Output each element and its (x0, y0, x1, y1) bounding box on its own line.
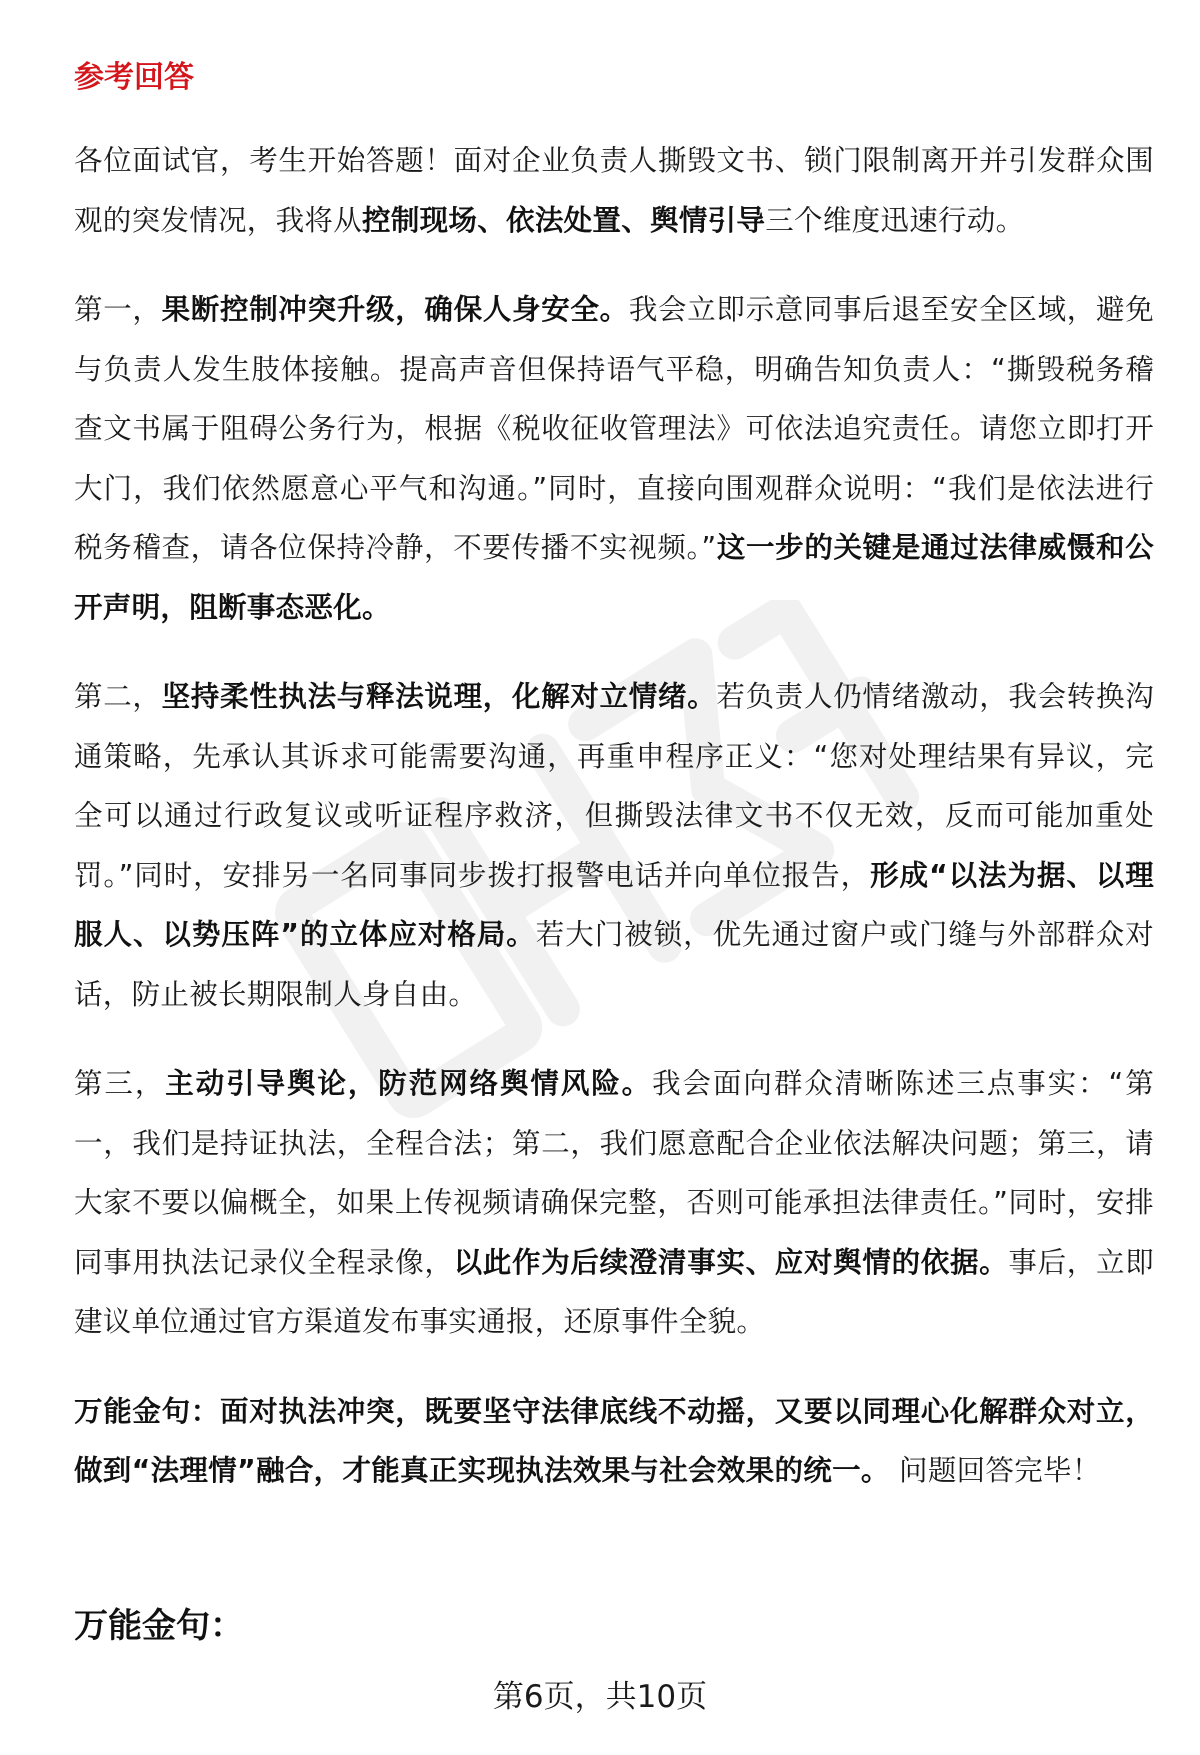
emphasis-text: 以此作为后续澄清事实、应对舆情的依据。 (453, 1245, 1009, 1279)
paragraph-text: 三个维度迅速行动。 (765, 203, 1025, 237)
emphasis-text: 坚持柔性执法与释法说理，化解对立情绪。 (161, 680, 717, 713)
paragraph-text: 第二， (74, 680, 162, 713)
paragraph-text: 若负责人仍情绪激动，我会转换沟通策略，先承认其诉求可能需要沟通，再重申程序正义：“您对处理结果有异议，完全可以通过行政复议或听证程序救济，但撕毁法律文书不仅无效，反而可能加重处罚。”同时，安排另一名同事同步拨打报警电话并向单位报告， (74, 680, 1154, 892)
paragraph-text: 第一， (74, 293, 162, 326)
golden-sentence-heading: 万能金句： (74, 1606, 244, 1646)
emphasis-text: 控制现场、依法处置、舆情引导 (362, 203, 766, 237)
paragraph-text: 问题回答完毕！ (889, 1454, 1101, 1487)
emphasis-text: 果断控制冲突升级，确保人身安全。 (161, 293, 629, 326)
reference-answer-heading: 参考回答 (74, 60, 194, 95)
answer-paragraph (74, 131, 1154, 250)
paragraph-text: 各位面试官，考生开始答题！面对企业负责人撕毁文书、锁门限制离开并引发群众围观的突发情况，我将从 (74, 144, 1154, 237)
emphasis-text: 这一步的关键是通过法律威慑和公开声明，阻断事态恶化。 (74, 531, 1154, 624)
page-number-footer: 第6页，共10页 (492, 1679, 708, 1715)
emphasis-text: 万能金句：面对执法冲突，既要坚守法律底线不动摇，又要以同理心化解群众对立，做到“法理情”融合，才能真正实现执法效果与社会效果的统一。 (74, 1394, 1154, 1487)
paragraph-text: 若大门被锁，优先通过窗户或门缝与外部群众对话，防止被长期限制人身自由。 (74, 918, 1154, 1011)
answer-paragraph (74, 280, 1154, 637)
paragraph-text: 我会立即示意同事后退至安全区域，避免与负责人发生肢体接触。提高声音但保持语气平稳，明确告知负责人：“撕毁税务稽查文书属于阻碍公务行为，根据《税收征收管理法》可依法追究责任。请您立即打开大门，我们依然愿意心平气和沟通。”同时，直接向围观群众说明：“我们是依法进行税务稽查，请各位保持冷静，不要传播不实视频。” (74, 293, 1155, 564)
answer-body (74, 131, 1154, 1531)
answer-paragraph (74, 1382, 1154, 1501)
answer-paragraph (74, 1054, 1154, 1352)
emphasis-text: 主动引导舆论，防范网络舆情风险。 (165, 1067, 653, 1100)
paragraph-text: 第三， (74, 1067, 166, 1100)
paragraph-text: 事后，立即建议单位通过官方渠道发布事实通报，还原事件全貌。 (74, 1245, 1154, 1338)
answer-paragraph (74, 667, 1154, 1024)
emphasis-text: 形成“以法为据、以理服人、以势压阵”的立体应对格局。 (74, 858, 1155, 951)
paragraph-text: 我会面向群众清晰陈述三点事实：“第一，我们是持证执法，全程合法；第二，我们愿意配合企业依法解决问题；第三，请大家不要以偏概全，如果上传视频请确保完整，否则可能承担法律责任。”同时，安排同事用执法记录仪全程录像， (74, 1067, 1154, 1279)
